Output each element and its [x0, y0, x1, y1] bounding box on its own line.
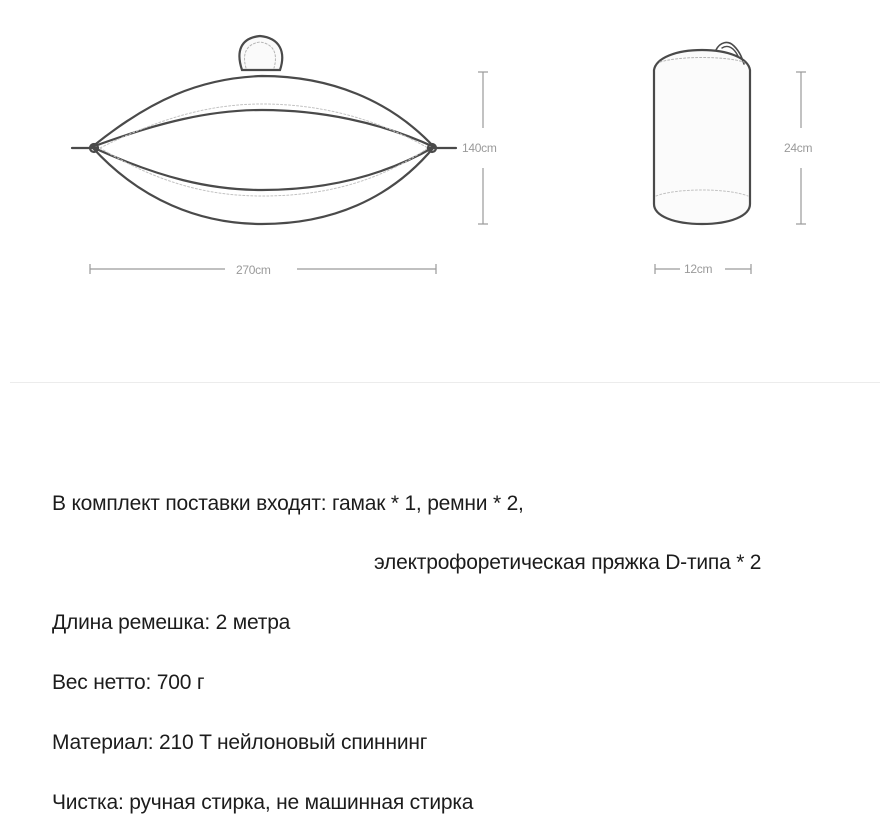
hammock-pillow	[239, 36, 282, 70]
hammock-length-label: 270cm	[236, 263, 271, 277]
bag-body	[654, 50, 750, 224]
package-contents-line1: В комплект поставки входят: гамак * 1, ремни * 2,	[52, 492, 524, 515]
product-dimension-diagram	[0, 0, 890, 330]
hammock-inner-top	[92, 110, 434, 147]
package-contents-line2: электрофоретическая пряжка D-типа * 2	[374, 551, 762, 574]
net-weight-spec: Вес нетто: 700 г	[52, 671, 205, 694]
strap-length-spec: Длина ремешка: 2 метра	[52, 611, 291, 634]
hammock-width-label: 140cm	[462, 141, 497, 155]
material-spec: Материал: 210 T нейлоновый спиннинг	[52, 731, 428, 754]
hammock-drawing	[72, 36, 456, 224]
cleaning-spec: Чистка: ручная стирка, не машинная стирка	[52, 791, 474, 814]
bag-diameter-label: 12cm	[684, 262, 713, 276]
hammock-inner-bottom	[92, 147, 434, 190]
bag-height-label: 24cm	[784, 141, 813, 155]
hammock-outer-top	[92, 76, 434, 147]
storage-bag-drawing	[654, 43, 750, 224]
hammock-outer-bottom	[92, 147, 434, 224]
dimension-drawing	[0, 0, 890, 330]
section-divider	[10, 382, 880, 383]
